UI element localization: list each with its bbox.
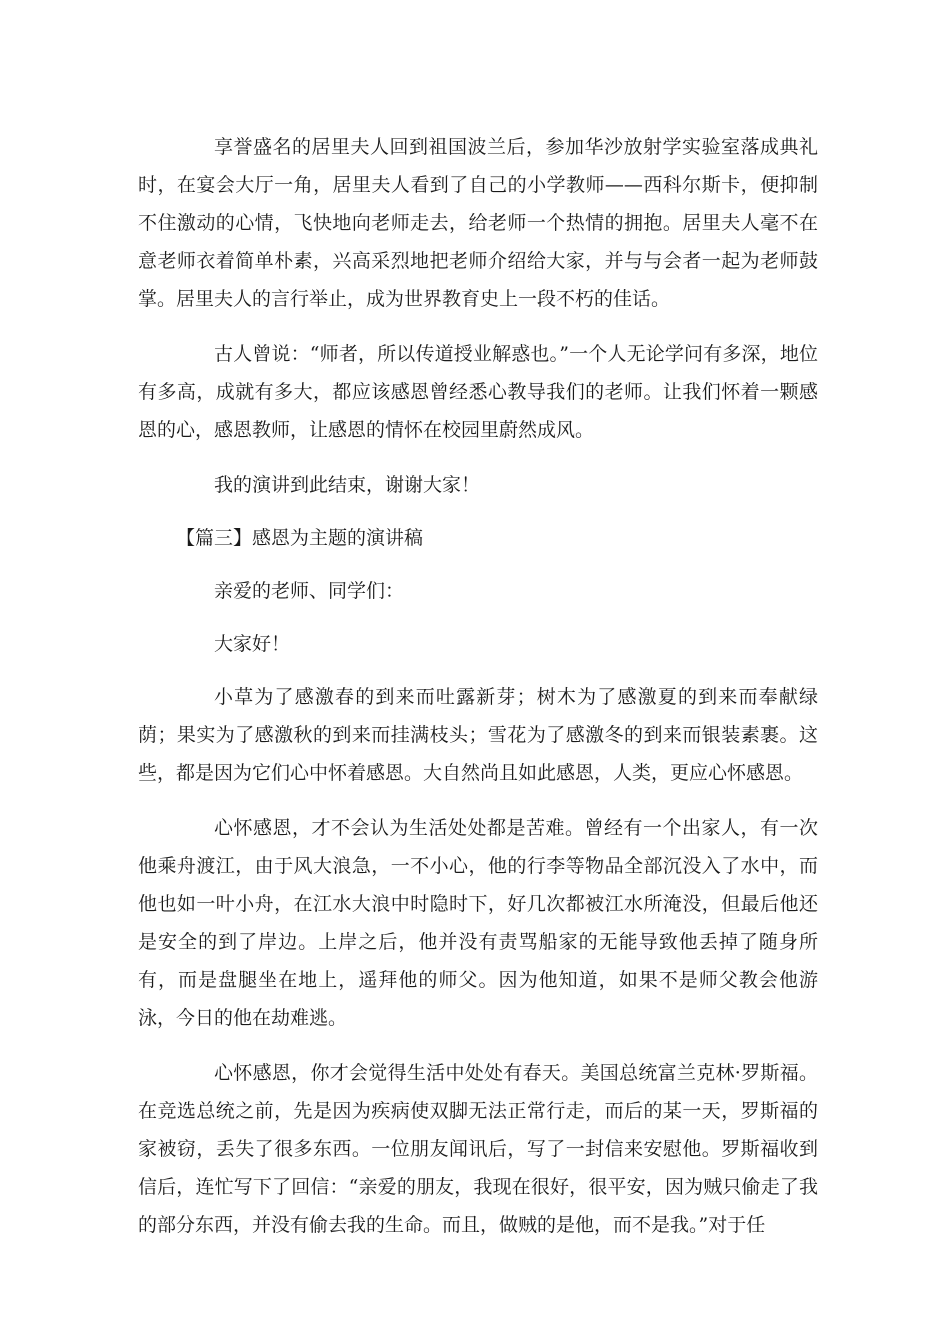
paragraph-roosevelt-story: 心怀感恩，你才会觉得生活中处处有春天。美国总统富兰克林·罗斯福。在竞选总统之前，先是因为疾病使双脚无法正常行走，而后的某一天，罗斯福的家被窃，丢失了很多东西。一位朋友闻讯后，写了一封信来安慰他。罗斯福收到信后，连忙写下了回信：“亲爱的朋友，我现在很好，很平安，因为贼只偷走了我的部分东西，并没有偷去我的生命。而且，做贼的是他，而不是我。”对于任 [138, 1062, 818, 1236]
paragraph-greeting: 大家好！ [214, 633, 291, 655]
paragraph-curie-story: 享誉盛名的居里夫人回到祖国波兰后，参加华沙放射学实验室落成典礼时，在宴会大厅一角，居里夫人看到了自己的小学教师——西科尔斯卡，便抑制不住激动的心情，飞快地向老师走去，给老师一个热情的拥抱。居里夫人毫不在意老师衣着简单朴素，兴高采烈地把老师介绍给大家，并与与会者一起为老师鼓掌。居里夫人的言行举止，成为世界教育史上一段不朽的佳话。 [138, 136, 818, 310]
document-body [138, 128, 818, 1261]
paragraph-closing: 我的演讲到此结束，谢谢大家！ [214, 474, 481, 496]
paragraph-nature-gratitude: 小草为了感激春的到来而吐露新芽；树木为了感激夏的到来而奉献绿荫；果实为了感激秋的到来而挂满枝头；雪花为了感激冬的到来而银装素裹。这些，都是因为它们心中怀着感恩。大自然尚且如此感恩，人类，更应心怀感恩。 [138, 686, 818, 784]
section-heading: 【篇三】感恩为主题的演讲稿 [176, 527, 424, 549]
paragraph-salutation: 亲爱的老师、同学们： [214, 580, 405, 602]
paragraph-monk-story: 心怀感恩，才不会认为生活处处都是苦难。曾经有一个出家人，有一次他乘舟渡江，由于风大浪急，一不小心，他的行李等物品全部沉没入了水中，而他也如一叶小舟，在江水大浪中时隐时下，好几次都被江水所淹没，但最后他还是安全的到了岸边。上岸之后，他并没有责骂船家的无能导致他丢掉了随身所有，而是盘腿坐在地上，遥拜他的师父。因为他知道，如果不是师父教会他游泳，今日的他在劫难逃。 [138, 817, 818, 1029]
paragraph-ancient-saying: 古人曾说：“师者，所以传道授业解惑也。”一个人无论学问有多深，地位有多高，成就有多大，都应该感恩曾经悉心教导我们的老师。让我们怀着一颗感恩的心，感恩教师，让感恩的情怀在校园里蔚然成风。 [138, 343, 818, 441]
